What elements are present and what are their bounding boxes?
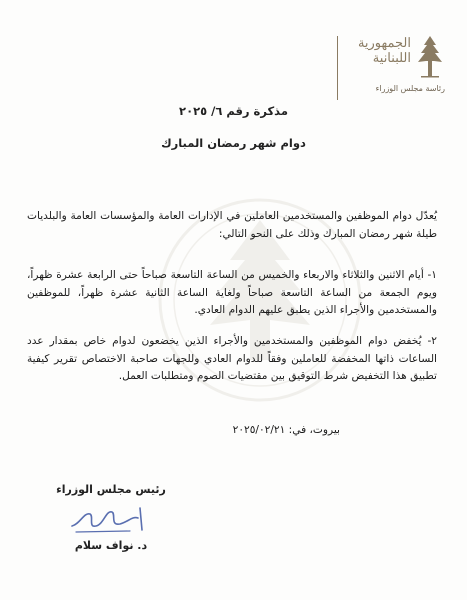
- item-2-paragraph: ٢- يُخفض دوام الموظفين والمستخدمين والأجراء الذين يخضعون لدوام خاص بمقدار عدد الساعات ذاتها المخفضة للعاملين وفقاً للدوام العادي وللجهات صاحبة الاختصاص تقرير كيفية تطبيق هذا التخفيض شرط التوقيق بين مقتضيات الصوم ومتطلبات العمل.: [27, 335, 437, 382]
- intro-paragraph: يُعدّل دوام الموظفين والمستخدمين العاملين في الإدارات العامة والمؤسسات العامة والبلديات طيلة شهر رمضان المبارك وذلك على النحو التالي:: [27, 210, 437, 240]
- letterhead-republic: الجمهورية اللبنانية: [357, 36, 411, 66]
- cedar-emblem-icon: [415, 34, 445, 80]
- letterhead: [337, 30, 445, 100]
- item-1-paragraph: ١- أيام الاثنين والثلاثاء والاربعاء والخميس من الساعة التاسعة صباحاً حتى الرابعة عشرة ظهراً، ويوم الجمعة من الساعة التاسعة صباحاً ولغاية الساعة الثانية عشرة ظهراً، للموظفين والمستخدمين والأجراء الذين يطبق عليهم الدوام العادي.: [27, 269, 437, 316]
- signatory-title: رئيس مجلس الوزراء: [56, 483, 166, 496]
- letterhead-divider: [337, 36, 338, 100]
- handwritten-signature: [66, 502, 156, 536]
- signatory-name: د. نواف سلام: [74, 539, 148, 552]
- memo-subject: دوام شهر رمضان المبارك: [161, 136, 306, 150]
- memo-number: مذكرة رقم ٦/ ٢٠٢٥: [179, 104, 288, 118]
- letterhead-office: رئاسة مجلس الوزراء: [375, 84, 445, 93]
- date-line: بيروت، في: ٢٠٢٥/٠٢/٢١: [232, 424, 340, 436]
